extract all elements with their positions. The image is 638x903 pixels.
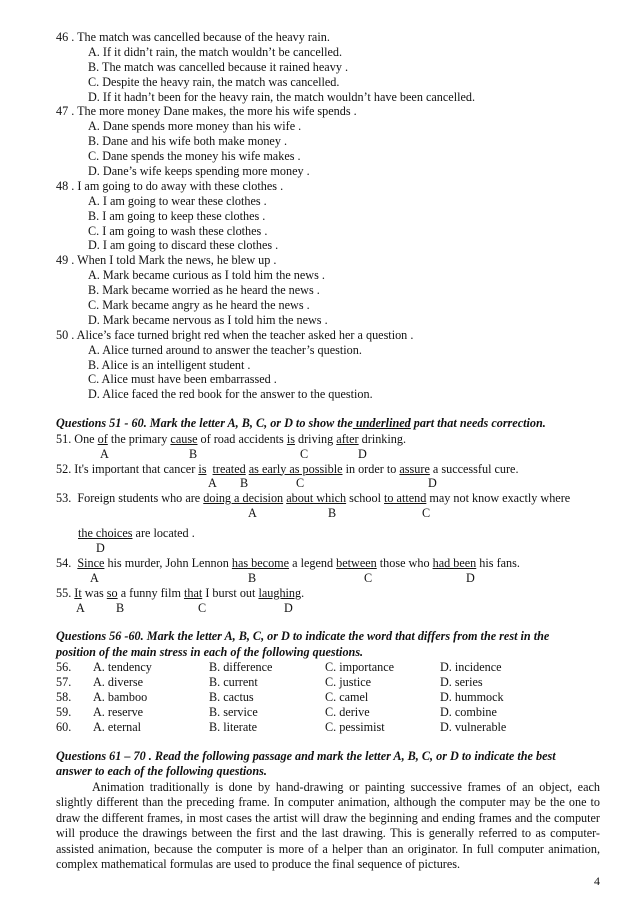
- underlined-part-d: the choices: [78, 526, 133, 541]
- row-number: 56.: [56, 660, 72, 675]
- underlined-part-b: cause: [170, 431, 198, 446]
- answer-letters-51: [56, 447, 600, 462]
- option-d: D. Mark became nervous as I told him the news .: [88, 312, 328, 327]
- underlined-part-b: has become: [231, 555, 290, 570]
- row-number: 60.: [56, 720, 72, 735]
- text: may not know exactly where: [426, 491, 571, 506]
- letter-c: C: [364, 570, 373, 585]
- question-stem: 47 . The more money Dane makes, the more his wife spends .: [56, 104, 357, 119]
- option-c: C. derive: [325, 705, 370, 720]
- option-d: D. combine: [440, 705, 497, 720]
- row-number: 58.: [56, 690, 72, 705]
- question-46: [56, 30, 600, 104]
- question-52: [56, 462, 600, 477]
- letter-d: D: [466, 570, 475, 585]
- reading-passage: Animation traditionally is done by hand-drawing or painting successive frames of an object, each slightly different than the preceding frame. In computer animation, although the computer may be the one to draw the different frames, in most cases the artist will draw the beginning and ending frames and the computer will produce the drawings between the first and the last drawing. This is generally referred to as computer-assisted animation, because the computer is more of a helper than an originator. In full computer animation, complex mathematical formulas are used to produce the final sequence of pictures.: [56, 779, 600, 871]
- option-a: A. I am going to wear these clothes .: [88, 193, 267, 208]
- text: a funny film: [117, 585, 184, 600]
- section-heading-61-70-line2: answer to each of the following questions.: [56, 764, 267, 779]
- section-heading-56-60-line2: position of the main stress in each of the following questions.: [56, 644, 364, 659]
- text: a legend: [289, 555, 337, 570]
- underlined-part-a: Since: [77, 555, 105, 570]
- underlined-part-c: is: [286, 431, 295, 446]
- text: his fans.: [476, 555, 520, 570]
- option-b: B. I am going to keep these clothes .: [88, 208, 266, 223]
- option-c: C. Mark became angry as he heard the news .: [88, 298, 310, 313]
- option-d: D. Dane’s wife keeps spending more money .: [88, 164, 310, 179]
- option-b: B. Dane and his wife both make money .: [88, 134, 288, 149]
- underlined-part-c: between: [336, 555, 377, 570]
- letter-d: D: [96, 541, 105, 555]
- option-a: A. bamboo: [93, 690, 148, 705]
- section-heading-51-60: [56, 416, 600, 432]
- letter-d: D: [428, 476, 437, 491]
- option-b: B. Alice is an intelligent student .: [88, 357, 251, 372]
- section-heading-61-70: Questions 61 – 70 . Read the following passage and mark the letter A, B, C, or D to indicate the best: [56, 748, 556, 763]
- text: his murder, John Lennon: [104, 555, 232, 570]
- question-55: [56, 586, 600, 601]
- question-54: [56, 556, 600, 571]
- letter-d: D: [358, 446, 367, 461]
- text: I burst out: [202, 585, 259, 600]
- page-number: 4: [594, 874, 600, 888]
- option-a: A. diverse: [93, 675, 144, 690]
- underlined-part-c: to attend: [384, 491, 427, 506]
- option-c: C. Despite the heavy rain, the match was cancelled.: [88, 74, 340, 89]
- option-a: A. Alice turned around to answer the teacher’s question.: [88, 342, 362, 357]
- option-c: C. importance: [325, 660, 395, 675]
- underlined-part-d: had been: [432, 555, 477, 570]
- heading-text: Questions 51 - 60. Mark the letter A, B, C, or D to show the: [56, 416, 353, 431]
- answer-letters-54: [56, 571, 600, 586]
- option-d: D. If it hadn’t been for the heavy rain, the match wouldn’t have been cancelled.: [88, 89, 476, 104]
- letter-c: C: [296, 476, 305, 491]
- text: 55.: [56, 585, 75, 600]
- option-d: D. I am going to discard these clothes .: [88, 238, 279, 253]
- text: the primary: [107, 431, 171, 446]
- text: are located .: [132, 526, 195, 541]
- letter-c: C: [422, 506, 431, 521]
- option-d: D. incidence: [440, 660, 502, 675]
- option-b: B. service: [209, 705, 258, 720]
- letter-b: B: [240, 476, 249, 491]
- letter-b: B: [189, 446, 198, 461]
- question-47: [56, 104, 600, 178]
- answer-letters-53-continued: [56, 541, 600, 556]
- option-b: B. The match was cancelled because it rained heavy .: [88, 59, 349, 74]
- text: drinking.: [358, 431, 407, 446]
- underlined-part-d: assure: [399, 461, 430, 476]
- text: 52. It's important that cancer: [56, 461, 199, 476]
- letter-a: A: [90, 570, 99, 585]
- underlined-part-d: laughing: [258, 585, 302, 600]
- heading-text-end: part that needs correction.: [410, 416, 546, 431]
- underlined-part-a: It: [74, 585, 82, 600]
- answer-letters-53: [56, 506, 600, 521]
- question-50: [56, 328, 600, 402]
- text: in order to: [342, 461, 400, 476]
- letter-a: A: [208, 476, 217, 491]
- text: driving: [294, 431, 337, 446]
- option-d: D. Alice faced the red book for the answer to the question.: [88, 387, 373, 402]
- table-row: [56, 660, 600, 675]
- question-49: [56, 253, 600, 327]
- text: those who: [376, 555, 433, 570]
- text: of road accidents: [197, 431, 287, 446]
- row-number: 57.: [56, 675, 72, 690]
- underlined-part-b: so: [106, 585, 118, 600]
- text: 54.: [56, 555, 78, 570]
- option-a: A. If it didn’t rain, the match wouldn’t be cancelled.: [88, 44, 343, 59]
- question-53: [56, 491, 600, 506]
- letter-a: A: [76, 600, 85, 615]
- table-row: [56, 675, 600, 690]
- text: 51. One: [56, 431, 98, 446]
- option-a: A. tendency: [93, 660, 152, 675]
- letter-a: A: [100, 446, 109, 461]
- option-d: D. hummock: [440, 690, 504, 705]
- heading-underlined-word: underlined: [352, 416, 411, 431]
- option-b: B. literate: [209, 720, 258, 735]
- option-a: A. reserve: [93, 705, 144, 720]
- option-d: D. series: [440, 675, 483, 690]
- option-b: B. Mark became worried as he heard the news .: [88, 283, 320, 298]
- option-d: D. vulnerable: [440, 720, 507, 735]
- option-b: B. cactus: [209, 690, 254, 705]
- text: was: [81, 585, 107, 600]
- letter-b: B: [328, 506, 337, 521]
- answer-letters-55: [56, 601, 600, 616]
- option-b: B. current: [209, 675, 258, 690]
- option-a: A. Dane spends more money than his wife .: [88, 119, 302, 134]
- section-heading-56-60: Questions 56 -60. Mark the letter A, B, C, or D to indicate the word that differs from the rest in the: [56, 629, 550, 644]
- table-row: [56, 705, 600, 720]
- underlined-part-a: doing a decision: [203, 491, 284, 506]
- underlined-part-c: as early as possible: [248, 461, 343, 476]
- option-b: B. difference: [209, 660, 273, 675]
- text: school: [346, 491, 385, 506]
- stress-table: [56, 660, 600, 734]
- table-row: [56, 690, 600, 705]
- letter-a: A: [248, 506, 257, 521]
- text: 53. Foreign students who are: [56, 491, 204, 506]
- text: a successful cure.: [429, 461, 519, 476]
- letter-b: B: [248, 570, 257, 585]
- question-stem: 48 . I am going to do away with these clothes .: [56, 178, 284, 193]
- underlined-part-d: after: [336, 431, 359, 446]
- letter-c: C: [300, 446, 309, 461]
- option-c: C. pessimist: [325, 720, 385, 735]
- letter-d: D: [284, 600, 293, 615]
- letter-c: C: [198, 600, 207, 615]
- option-c: C. Dane spends the money his wife makes .: [88, 149, 301, 164]
- underlined-part-a: of: [97, 431, 108, 446]
- text: .: [301, 585, 305, 600]
- question-51: [56, 432, 600, 447]
- worksheet-page: [56, 30, 600, 872]
- option-a: A. Mark became curious as I told him the news .: [88, 268, 325, 283]
- question-53-continued: [56, 526, 600, 541]
- table-row: [56, 720, 600, 735]
- question-stem: 46 . The match was cancelled because of the heavy rain.: [56, 30, 330, 44]
- question-48: [56, 179, 600, 253]
- letter-b: B: [116, 600, 125, 615]
- option-c: C. justice: [325, 675, 372, 690]
- option-c: C. camel: [325, 690, 369, 705]
- row-number: 59.: [56, 705, 72, 720]
- answer-letters-52: [56, 476, 600, 491]
- option-a: A. eternal: [93, 720, 142, 735]
- underlined-part-c: that: [183, 585, 203, 600]
- underlined-part-b: treated: [212, 461, 246, 476]
- underlined-part-b: about which: [286, 491, 347, 506]
- question-stem: 49 . When I told Mark the news, he blew up .: [56, 253, 277, 268]
- option-c: C. I am going to wash these clothes .: [88, 223, 268, 238]
- underlined-part-a: is: [198, 461, 207, 476]
- option-c: C. Alice must have been embarrassed .: [88, 372, 277, 387]
- question-stem: 50 . Alice’s face turned bright red when the teacher asked her a question .: [56, 327, 414, 342]
